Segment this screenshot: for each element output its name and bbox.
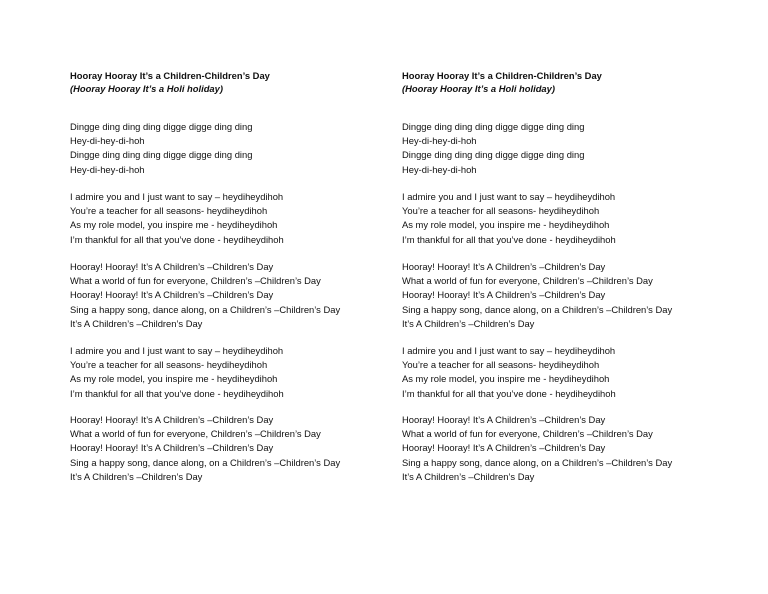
lyrics-column-right (402, 69, 742, 482)
lyric-line: Hooray! Hooray! It’s A Children’s –Children’s Day (70, 261, 274, 272)
lyric-line: Hooray! Hooray! It’s A Children’s –Children’s Day (402, 261, 606, 272)
lyric-line: It’s A Children’s –Children’s Day (70, 470, 203, 482)
song-title: Hooray Hooray It’s a Children-Children’s Day (402, 70, 602, 81)
lyric-line: What a world of fun for everyone, Children’s –Children’s Day (402, 275, 653, 287)
lyric-line: You’re a teacher for all seasons- heydiheydihoh (70, 205, 268, 217)
stanza (402, 260, 672, 331)
stanza (70, 413, 340, 484)
stanza (402, 190, 616, 247)
stanza (70, 190, 284, 247)
lyric-line: As my role model, you inspire me - heydiheydihoh (402, 219, 610, 231)
lyric-line: As my role model, you inspire me - heydiheydihoh (70, 373, 278, 385)
lyric-line: Hooray! Hooray! It’s A Children’s –Children’s Day (402, 442, 606, 454)
stanza (70, 344, 284, 401)
lyrics-column-left (70, 69, 410, 482)
lyric-line: Sing a happy song, dance along, on a Children’s –Children’s Day (70, 303, 341, 315)
lyric-line: I admire you and I just want to say – heydiheydihoh (70, 191, 284, 202)
lyric-line: I’m thankful for all that you’ve done - heydiheydihoh (402, 387, 616, 399)
lyric-line: Sing a happy song, dance along, on a Children’s –Children’s Day (70, 456, 341, 468)
lyric-line: You’re a teacher for all seasons- heydiheydihoh (402, 205, 600, 217)
lyric-line: Dingge ding ding ding digge digge ding ding (402, 121, 585, 132)
lyric-line: As my role model, you inspire me - heydiheydihoh (402, 373, 610, 385)
lyric-line: Hooray! Hooray! It’s A Children’s –Children’s Day (402, 414, 606, 425)
lyric-line: I admire you and I just want to say – heydiheydihoh (402, 191, 616, 202)
lyric-line: It’s A Children’s –Children’s Day (402, 317, 535, 329)
lyric-line: What a world of fun for everyone, Children’s –Children’s Day (402, 428, 653, 440)
lyric-line: Dingge ding ding ding digge digge ding ding (70, 121, 253, 132)
lyric-line: You’re a teacher for all seasons- heydiheydihoh (70, 359, 268, 371)
stanza (402, 344, 616, 401)
lyric-line: I admire you and I just want to say – heydiheydihoh (402, 345, 616, 356)
stanza (402, 120, 584, 177)
lyric-line: I’m thankful for all that you’ve done - heydiheydihoh (402, 233, 616, 245)
lyric-line: You’re a teacher for all seasons- heydiheydihoh (402, 359, 600, 371)
lyric-line: What a world of fun for everyone, Children’s –Children’s Day (70, 275, 321, 287)
lyric-line: Hey-di-hey-di-hoh (70, 135, 145, 147)
lyric-line: Sing a happy song, dance along, on a Children’s –Children’s Day (402, 303, 673, 315)
lyric-line: Dingge ding ding ding digge digge ding ding (402, 149, 585, 161)
song-subtitle: (Hooray Hooray It’s a Holi holiday) (70, 83, 223, 94)
lyric-line: Hooray! Hooray! It’s A Children’s –Children’s Day (70, 442, 274, 454)
lyric-line: Dingge ding ding ding digge digge ding ding (70, 149, 253, 161)
lyric-line: Hooray! Hooray! It’s A Children’s –Children’s Day (402, 289, 606, 301)
lyric-line: Hooray! Hooray! It’s A Children’s –Children’s Day (70, 289, 274, 301)
stanza (402, 413, 672, 484)
lyric-line: As my role model, you inspire me - heydiheydihoh (70, 219, 278, 231)
lyric-line: I’m thankful for all that you’ve done - heydiheydihoh (70, 233, 284, 245)
lyric-line: Hey-di-hey-di-hoh (402, 135, 477, 147)
lyric-line: I’m thankful for all that you’ve done - heydiheydihoh (70, 387, 284, 399)
lyric-line: Hooray! Hooray! It’s A Children’s –Children’s Day (70, 414, 274, 425)
song-subtitle: (Hooray Hooray It’s a Holi holiday) (402, 83, 555, 94)
lyric-line: I admire you and I just want to say – heydiheydihoh (70, 345, 284, 356)
stanza (70, 120, 252, 177)
lyric-line: It’s A Children’s –Children’s Day (402, 470, 535, 482)
song-title: Hooray Hooray It’s a Children-Children’s Day (70, 70, 270, 81)
lyric-line: It’s A Children’s –Children’s Day (70, 317, 203, 329)
lyric-line: Hey-di-hey-di-hoh (70, 163, 145, 175)
lyric-line: Sing a happy song, dance along, on a Children’s –Children’s Day (402, 456, 673, 468)
lyric-line: What a world of fun for everyone, Children’s –Children’s Day (70, 428, 321, 440)
lyric-line: Hey-di-hey-di-hoh (402, 163, 477, 175)
stanza (70, 260, 340, 331)
